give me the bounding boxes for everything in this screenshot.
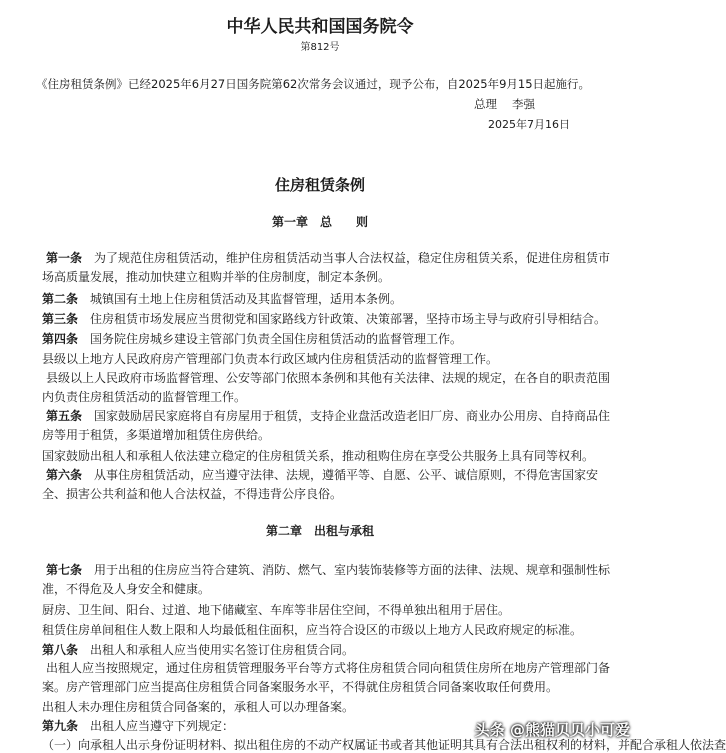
article-label: 第四条 xyxy=(42,332,79,346)
article-text: 为了规范住房租赁活动，维护住房租赁活动当事人合法权益，稳定住房租赁关系，促进住房租赁市场高质量发展，推动加快建立租购并举的住房制度，制定本条例。 xyxy=(42,251,611,284)
article-text: 国家鼓励居民家庭将自有房屋用于租赁，支持企业盘活改造老旧厂房、商业办公用房、自持商品住房等用于租赁，多渠道增加租赁住房供给。 xyxy=(42,409,611,442)
article-8 xyxy=(42,641,354,658)
article-text: 城镇国有土地上住房租赁活动及其监督管理，适用本条例。 xyxy=(90,292,403,306)
article-text: 住房租赁市场发展应当贯彻党和国家路线方针政策、决策部署，坚持市场主导与政府引导相结合。 xyxy=(90,312,607,326)
article-label: 第一条 xyxy=(46,251,83,265)
chapter1-title: 第一章 总 则 xyxy=(271,215,368,229)
decree-number: 第812号 xyxy=(300,42,340,53)
article-8-para-3: 出租人未办理住房租赁合同备案的，承租人可以办理备案。 xyxy=(42,700,355,714)
article-5 xyxy=(42,407,617,445)
article-7 xyxy=(42,561,617,599)
article-7-para-2: 厨房、卫生间、阳台、过道、地下储藏室、车库等非居住空间，不得单独出租用于居住。 xyxy=(42,603,511,617)
signer-title: 总理 xyxy=(474,97,497,111)
article-label: 第六条 xyxy=(46,468,83,482)
decree-date: 2025年7月16日 xyxy=(488,118,570,131)
article-8-para-2: 出租人应当按照规定，通过住房租赁管理服务平台等方式将住房租赁合同向租赁住房所在地房产管理部门备案。房产管理部门应当提高住房租赁合同备案服务水平，不得就住房租赁合同备案收取任何费用。 xyxy=(42,661,611,694)
chapter2-title: 第二章 出租与承租 xyxy=(265,524,374,538)
article-label: 第二条 xyxy=(42,292,79,306)
article-text: 国务院住房城乡建设主管部门负责全国住房租赁活动的监督管理工作。 xyxy=(90,332,463,346)
article-text: 从事住房租赁活动，应当遵守法律、法规，遵循平等、自愿、公平、诚信原则，不得危害国家安全、损害公共利益和他人合法权益，不得违背公序良俗。 xyxy=(42,468,599,501)
article-4 xyxy=(42,330,462,347)
article-label: 第五条 xyxy=(46,409,83,423)
article-label: 第七条 xyxy=(46,563,83,577)
article-7-para-3: 租赁住房单间租住人数上限和人均最低租住面积，应当符合设区的市级以上地方人民政府规定的标准。 xyxy=(42,623,583,637)
article-text: 出租人应当遵守下列规定： xyxy=(90,719,235,733)
article-label: 第三条 xyxy=(42,312,79,326)
article-4-para-3: 县级以上人民政府市场监督管理、公安等部门依照本条例和其他有关法律、法规的规定，在各自的职责范围内负责住房租赁活动的监督管理工作。 xyxy=(42,371,611,404)
article-2 xyxy=(42,290,402,307)
article-3 xyxy=(42,310,606,327)
article-4-para-2: 县级以上地方人民政府房产管理部门负责本行政区域内住房租赁活动的监督管理工作。 xyxy=(42,352,499,366)
article-9-item-1: （一）向承租人出示身份证明材料、拟出租住房的不动产权属证书或者其他证明其具有合法出租权利的材料，并配合承租人依法查 xyxy=(42,738,726,752)
doc-title: 住房租赁条例 xyxy=(274,176,365,194)
watermark: 头条 @熊猫贝贝小可爱 xyxy=(474,721,630,739)
article-text: 出租人和承租人应当使用实名签订住房租赁合同。 xyxy=(90,643,355,657)
article-1 xyxy=(42,249,617,287)
article-9 xyxy=(42,717,234,734)
article-5-para-2: 国家鼓励出租人和承租人依法建立稳定的住房租赁关系，推动租购住房在享受公共服务上具有同等权利。 xyxy=(42,449,595,463)
article-label: 第九条 xyxy=(42,719,79,733)
article-6 xyxy=(42,466,617,504)
signer-name: 李强 xyxy=(512,97,535,111)
article-label: 第八条 xyxy=(42,643,79,657)
decree-title: 中华人民共和国国务院令 xyxy=(226,17,414,37)
article-text: 用于出租的住房应当符合建筑、消防、燃气、室内装饰装修等方面的法律、法规、规章和强制性标准，不得危及人身安全和健康。 xyxy=(42,563,611,596)
announcement: 《住房租赁条例》已经2025年6月27日国务院第62次常务会议通过，现予公布，自2025年9月15日起施行。 xyxy=(36,77,591,91)
